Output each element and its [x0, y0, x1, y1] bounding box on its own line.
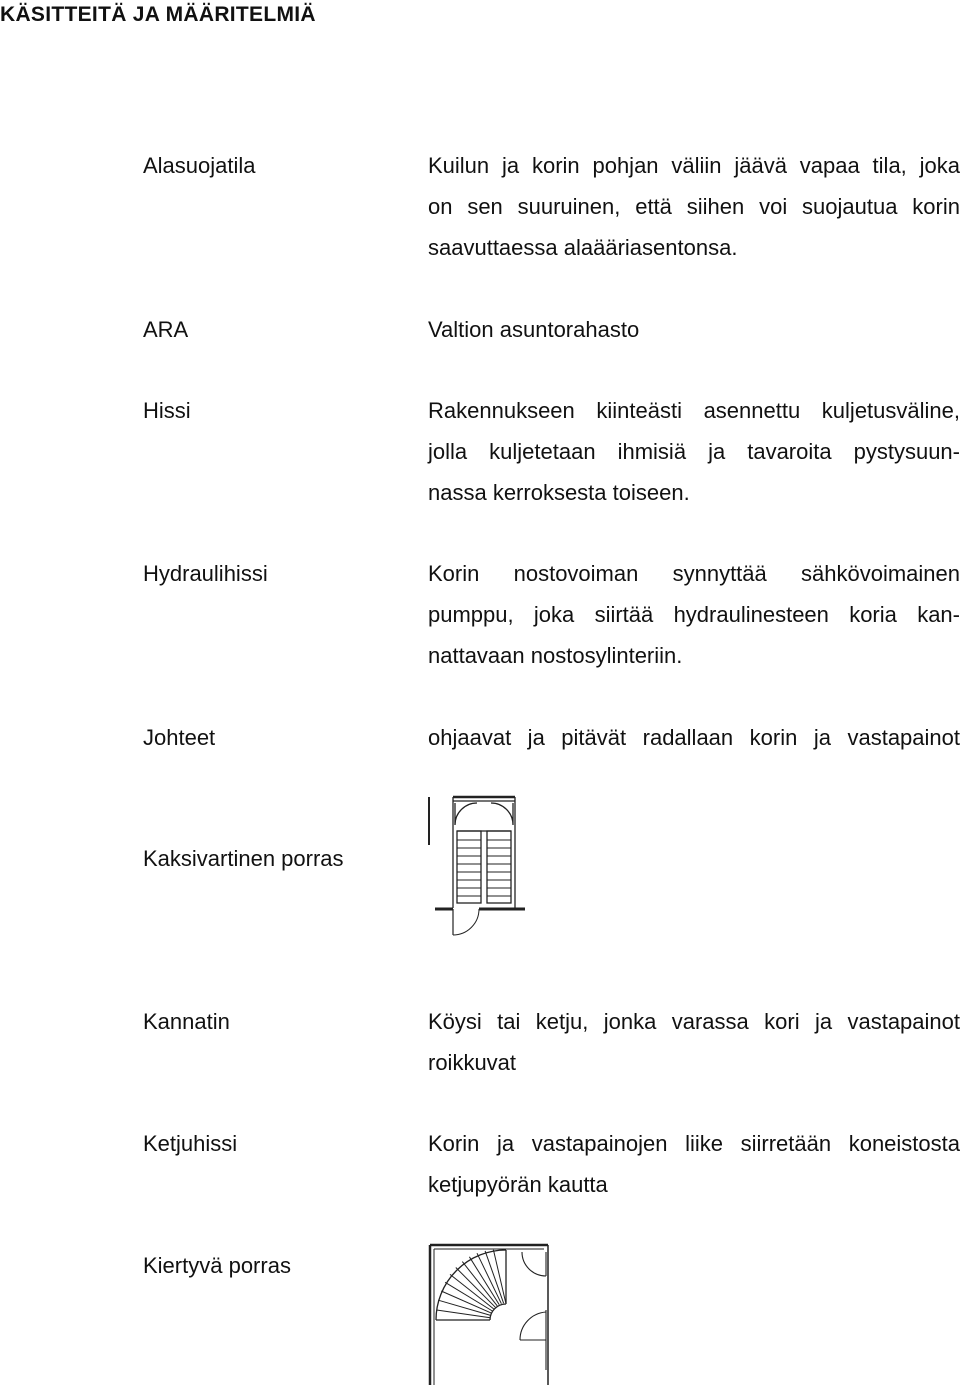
- definition-kannatin: [428, 1001, 960, 1083]
- term-kannatin: Kannatin: [143, 1009, 230, 1034]
- definition-line: pumppu, joka siirtää hydraulinesteen koria kan-: [428, 602, 960, 627]
- term-alasuojatila: Alasuojatila: [143, 153, 256, 178]
- definition-line: Valtion asuntorahasto: [428, 317, 640, 342]
- term-ketjuhissi: Ketjuhissi: [143, 1131, 238, 1156]
- definition-ketjuhissi: [428, 1123, 960, 1205]
- definition-alasuojatila: [428, 145, 960, 268]
- definition-line: Köysi tai ketju, jonka varassa kori ja vastapainot: [428, 1009, 960, 1034]
- definition-line: Kuilun ja korin pohjan väliin jäävä vapaa tila, joka: [428, 153, 960, 178]
- definition-line: jolla kuljetetaan ihmisiä ja tavaroita pystysuun-: [428, 439, 960, 464]
- definition-line: ketjupyörän kautta: [428, 1172, 608, 1197]
- definition-line: Korin ja vastapainojen liike siirretään koneistosta: [428, 1131, 960, 1156]
- term-kiertyva-porras: Kiertyvä porras: [143, 1253, 291, 1278]
- definition-line: nattavaan nostosylinteriin.: [428, 643, 683, 668]
- definition-hydraulihissi: [428, 553, 960, 676]
- definition-line: Rakennukseen kiinteästi asennettu kuljetusväline,: [428, 398, 960, 423]
- definition-johteet: [428, 717, 960, 758]
- term-hydraulihissi: Hydraulihissi: [143, 561, 268, 586]
- term-ara: ARA: [143, 317, 189, 342]
- page-title: KÄSITTEITÄ JA MÄÄRITELMIÄ: [0, 3, 316, 26]
- definition-line: ohjaavat ja pitävät radallaan korin ja vastapainot: [428, 725, 960, 750]
- term-kaksivartinen-porras: Kaksivartinen porras: [143, 846, 344, 871]
- definition-line: roikkuvat: [428, 1050, 517, 1075]
- definition-line: nassa kerroksesta toiseen.: [428, 480, 690, 505]
- definition-ara: [428, 309, 960, 350]
- two-flight-stair-plan-icon: [425, 785, 535, 940]
- spiral-stair-plan-icon: [428, 1242, 552, 1385]
- definition-line: saavuttaessa alaääriasentonsa.: [428, 235, 738, 260]
- term-hissi: Hissi: [143, 398, 191, 423]
- term-johteet: Johteet: [143, 725, 216, 750]
- definition-line: on sen suuruinen, että siihen voi suojautua korin: [428, 194, 960, 219]
- definition-hissi: [428, 390, 960, 513]
- definition-line: Korin nostovoiman synnyttää sähkövoimainen: [428, 561, 960, 586]
